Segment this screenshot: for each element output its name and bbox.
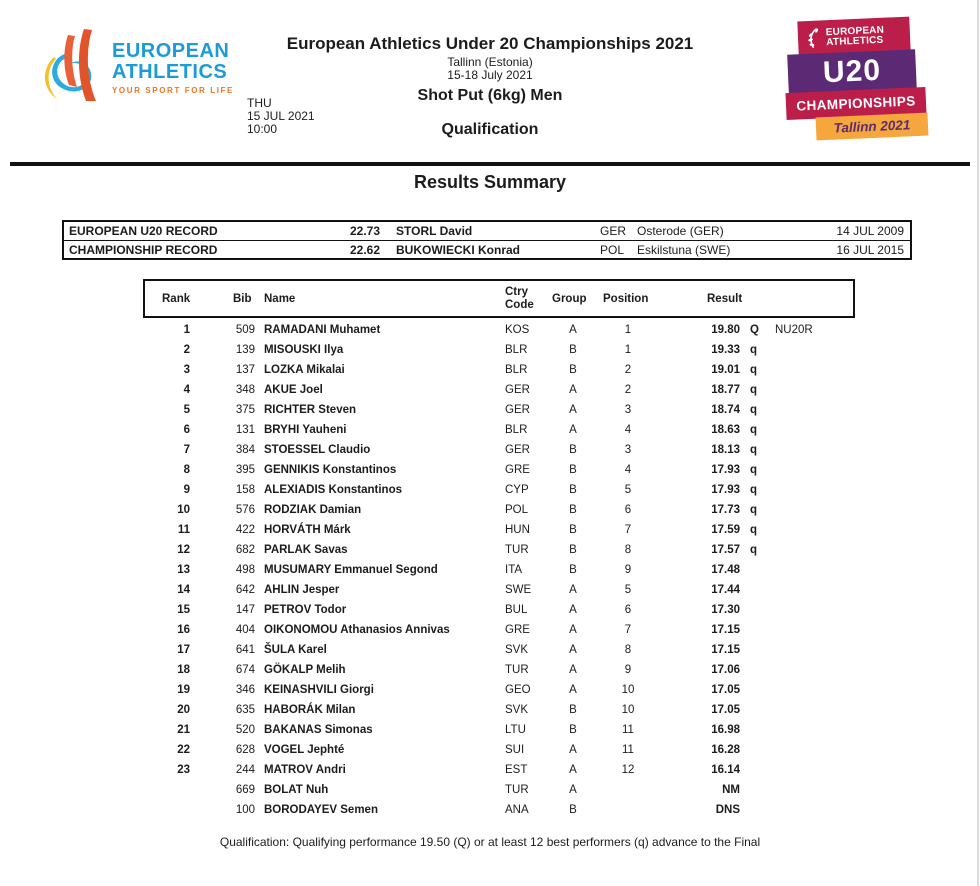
name-cell: PETROV Todor (264, 604, 347, 616)
result-row (143, 800, 855, 820)
country-cell: TUR (505, 784, 529, 796)
bib-cell: 642 (235, 584, 255, 596)
result-cell: 19.33 (711, 344, 740, 356)
header-ctry-code (505, 286, 534, 312)
u20-logo-org-line2: ATHLETICS (825, 34, 884, 48)
group-cell: A (569, 684, 577, 696)
bib-cell: 669 (235, 784, 255, 796)
header-group: Group (552, 293, 587, 305)
session-info (247, 97, 315, 136)
result-row (143, 720, 855, 740)
country-cell: POL (505, 504, 529, 516)
name-cell: RAMADANI Muhamet (264, 324, 381, 336)
position-cell: 7 (624, 624, 632, 636)
group-cell: B (569, 564, 577, 576)
country-cell: GER (505, 444, 530, 456)
bib-cell: 384 (235, 444, 255, 456)
country-cell: SVK (505, 644, 529, 656)
result-row (143, 680, 855, 700)
section-title: Results Summary (413, 172, 567, 192)
record-label: CHAMPIONSHIP RECORD (69, 243, 218, 257)
record-mark: 22.73 (349, 224, 380, 238)
record-row (64, 240, 910, 258)
result-row (143, 380, 855, 400)
header-result: Result (707, 293, 743, 305)
country-cell: GRE (505, 464, 530, 476)
bib-cell: 100 (235, 804, 255, 816)
name-cell: ŠULA Karel (264, 644, 327, 656)
session-date: 15 JUL 2021 (247, 109, 315, 123)
name-cell: GENNIKIS Konstantinos (264, 464, 397, 476)
group-cell: A (569, 384, 577, 396)
qualified-flag: q (750, 384, 758, 396)
rank-cell: 14 (177, 584, 190, 596)
rank-cell: 9 (183, 484, 190, 496)
group-cell: A (569, 584, 577, 596)
record-row (64, 222, 910, 240)
bib-cell: 375 (235, 404, 255, 416)
group-cell: B (569, 364, 577, 376)
bib-cell: 348 (235, 384, 255, 396)
result-row (143, 520, 855, 540)
position-cell: 10 (621, 704, 635, 716)
bib-cell: 244 (235, 764, 255, 776)
group-cell: A (569, 744, 577, 756)
bib-cell: 576 (235, 504, 255, 516)
record-venue: Eskilstuna (SWE) (637, 243, 731, 257)
bib-cell: 137 (235, 364, 255, 376)
rank-cell: 10 (177, 504, 190, 516)
result-cell: 17.15 (711, 624, 740, 636)
records-table (62, 220, 912, 260)
position-cell: 10 (621, 684, 635, 696)
group-cell: B (569, 804, 577, 816)
rank-cell: 20 (177, 704, 190, 716)
country-cell: TUR (505, 664, 529, 676)
name-cell: BAKANAS Simonas (264, 724, 373, 736)
position-cell: 8 (624, 644, 632, 656)
result-row (143, 500, 855, 520)
name-cell: RODZIAK Damian (264, 504, 362, 516)
result-row (143, 440, 855, 460)
result-row (143, 760, 855, 780)
rank-cell: 18 (177, 664, 190, 676)
ea-logo-tagline: YOUR SPORT FOR LIFE (112, 86, 234, 95)
country-cell: ANA (505, 804, 529, 816)
position-cell: 5 (624, 584, 632, 596)
name-cell: MISOUSKI Ilya (264, 344, 344, 356)
record-date: 16 JUL 2015 (836, 243, 904, 257)
result-row (143, 640, 855, 660)
header-ctry-line2: Code (505, 299, 534, 311)
qualified-flag: q (750, 484, 758, 496)
qualified-flag: q (750, 444, 758, 456)
rank-cell: 11 (177, 524, 190, 536)
group-cell: A (569, 624, 577, 636)
name-cell: AHLIN Jesper (264, 584, 340, 596)
result-cell: 18.74 (711, 404, 740, 416)
group-cell: B (569, 724, 577, 736)
rank-cell: 2 (183, 344, 190, 356)
position-cell: 9 (624, 564, 632, 576)
rank-cell: 23 (177, 764, 190, 776)
record-country: POL (600, 243, 625, 257)
event-location: Tallinn (Estonia) (447, 55, 533, 69)
rank-cell: 4 (183, 384, 190, 396)
ea-logo-line2: ATHLETICS (112, 61, 228, 83)
bib-cell: 509 (235, 324, 255, 336)
country-cell: GER (505, 404, 530, 416)
result-row (143, 420, 855, 440)
position-cell: 3 (624, 444, 632, 456)
country-cell: BLR (505, 344, 528, 356)
result-cell: 17.93 (711, 484, 740, 496)
position-cell: 11 (622, 744, 634, 756)
country-cell: EST (505, 764, 528, 776)
country-cell: BLR (505, 424, 528, 436)
qualified-flag: q (750, 364, 758, 376)
record-mark: 22.62 (349, 243, 380, 257)
bib-cell: 139 (235, 344, 255, 356)
name-cell: BOLAT Nuh (264, 784, 329, 796)
name-cell: KEINASHVILI Giorgi (264, 684, 374, 696)
bib-cell: 147 (235, 604, 255, 616)
result-row (143, 540, 855, 560)
result-cell: 18.13 (711, 444, 740, 456)
rank-cell: 22 (177, 744, 190, 756)
header-ctry-line1: Ctry (505, 286, 529, 298)
results-rows (143, 320, 855, 820)
rank-cell: 21 (177, 724, 190, 736)
name-cell: AKUE Joel (264, 384, 323, 396)
bib-cell: 520 (235, 724, 255, 736)
position-cell: 6 (624, 504, 632, 516)
result-row (143, 560, 855, 580)
result-cell: 19.01 (711, 364, 740, 376)
page-title: European Athletics Under 20 Championships 2021 (286, 34, 694, 53)
name-cell: BORODAYEV Semen (264, 804, 378, 816)
result-row (143, 600, 855, 620)
result-cell: 17.30 (711, 604, 740, 616)
group-cell: A (569, 604, 577, 616)
group-cell: A (569, 664, 577, 676)
bib-cell: 641 (235, 644, 255, 656)
result-cell: 16.14 (711, 764, 740, 776)
position-cell: 4 (624, 464, 632, 476)
result-cell: 18.63 (711, 424, 740, 436)
country-cell: HUN (505, 524, 530, 536)
country-cell: LTU (505, 724, 526, 736)
group-cell: A (569, 324, 577, 336)
country-cell: CYP (505, 484, 529, 496)
result-cell: 19.80 (711, 324, 740, 336)
group-cell: A (569, 784, 577, 796)
name-cell: LOZKA Mikalai (264, 364, 345, 376)
position-cell: 3 (624, 404, 632, 416)
bib-cell: 635 (235, 704, 255, 716)
name-cell: BRYHI Yauheni (264, 424, 347, 436)
rank-cell: 6 (183, 424, 190, 436)
country-cell: TUR (505, 544, 529, 556)
session-day: THU (247, 96, 272, 110)
qualified-flag: q (750, 544, 758, 556)
rank-cell: 7 (183, 444, 190, 456)
result-cell: 17.73 (711, 504, 740, 516)
rank-cell: 15 (177, 604, 190, 616)
record-venue: Osterode (GER) (637, 224, 724, 238)
result-row (143, 780, 855, 800)
group-cell: B (569, 524, 577, 536)
name-cell: VOGEL Jephté (264, 744, 345, 756)
result-row (143, 740, 855, 760)
rank-cell: 3 (183, 364, 190, 376)
result-cell: NM (722, 784, 740, 796)
group-cell: B (569, 704, 577, 716)
round-name: Qualification (441, 121, 539, 138)
qualified-flag: Q (750, 324, 759, 336)
country-cell: SVK (505, 704, 529, 716)
position-cell: 11 (622, 724, 634, 736)
position-cell: 7 (624, 524, 632, 536)
group-cell: B (569, 544, 577, 556)
bib-cell: 498 (235, 564, 255, 576)
qualified-flag: q (750, 404, 758, 416)
record-athlete: STORL David (396, 224, 473, 238)
group-cell: B (569, 504, 577, 516)
bib-cell: 674 (235, 664, 255, 676)
page-edge-line (977, 0, 979, 886)
country-cell: SWE (505, 584, 532, 596)
rank-cell: 13 (177, 564, 190, 576)
position-cell: 2 (624, 384, 632, 396)
rank-cell: 8 (183, 464, 190, 476)
result-row (143, 320, 855, 340)
position-cell: 12 (621, 764, 635, 776)
position-cell: 1 (624, 344, 632, 356)
group-cell: B (569, 464, 577, 476)
bib-cell: 395 (235, 464, 255, 476)
rank-cell: 12 (177, 544, 190, 556)
qualified-flag: q (750, 504, 758, 516)
event-name: Shot Put (6kg) Men (417, 87, 563, 104)
result-cell: 17.44 (711, 584, 740, 596)
result-row (143, 340, 855, 360)
header-bib: Bib (233, 293, 252, 305)
group-cell: A (569, 424, 577, 436)
rank-cell: 17 (177, 644, 190, 656)
event-dates: 15-18 July 2021 (447, 68, 533, 82)
qualified-flag: q (750, 524, 758, 536)
bib-cell: 682 (235, 544, 255, 556)
rank-cell: 5 (183, 404, 190, 416)
bib-cell: 404 (235, 624, 255, 636)
bib-cell: 628 (235, 744, 255, 756)
name-cell: ALEXIADIS Konstantinos (264, 484, 403, 496)
qualified-flag: q (750, 464, 758, 476)
result-cell: 16.28 (711, 744, 740, 756)
country-cell: GEO (505, 684, 531, 696)
result-cell: DNS (715, 804, 740, 816)
group-cell: B (569, 444, 577, 456)
bib-cell: 346 (235, 684, 255, 696)
result-row (143, 400, 855, 420)
result-cell: 17.05 (711, 704, 740, 716)
country-cell: GRE (505, 624, 530, 636)
country-cell: ITA (505, 564, 523, 576)
position-cell: 6 (624, 604, 632, 616)
result-cell: 17.93 (711, 464, 740, 476)
result-cell: 16.98 (711, 724, 740, 736)
result-row (143, 480, 855, 500)
u20-logo-championships-label: CHAMPIONSHIPS (796, 93, 916, 114)
u20-logo-city-label: Tallinn 2021 (833, 117, 911, 136)
result-row (143, 360, 855, 380)
result-row (143, 700, 855, 720)
country-cell: KOS (505, 324, 530, 336)
record-note: NU20R (775, 324, 813, 336)
group-cell: B (569, 484, 577, 496)
qualified-flag: q (750, 344, 758, 356)
rank-cell: 1 (183, 324, 190, 336)
session-time: 10:00 (247, 122, 278, 136)
divider-line (10, 162, 970, 166)
group-cell: B (569, 344, 577, 356)
result-cell: 17.15 (711, 644, 740, 656)
record-country: GER (600, 224, 627, 238)
bib-cell: 422 (235, 524, 255, 536)
position-cell: 4 (624, 424, 632, 436)
result-row (143, 460, 855, 480)
ea-logo-line1: EUROPEAN (112, 40, 230, 62)
result-row (143, 580, 855, 600)
header-rank: Rank (162, 293, 191, 305)
header-name: Name (264, 293, 296, 305)
results-header (143, 279, 855, 318)
name-cell: OIKONOMOU Athanasios Annivas (264, 624, 450, 636)
qualification-note: Qualification: Qualifying performance 19.50 (Q) or at least 12 best performers (q) advance to the Final (219, 835, 761, 849)
group-cell: A (569, 764, 577, 776)
country-cell: GER (505, 384, 530, 396)
u20-logo-age-label: U20 (822, 53, 882, 90)
header-position: Position (603, 293, 649, 305)
name-cell: GÖKALP Melih (264, 664, 346, 676)
result-row (143, 660, 855, 680)
country-cell: BLR (505, 364, 528, 376)
position-cell: 5 (624, 484, 632, 496)
result-cell: 18.77 (711, 384, 740, 396)
position-cell: 8 (624, 544, 632, 556)
bib-cell: 158 (235, 484, 255, 496)
record-label: EUROPEAN U20 RECORD (69, 224, 218, 238)
position-cell: 9 (624, 664, 632, 676)
qualified-flag: q (750, 424, 758, 436)
name-cell: STOESSEL Claudio (264, 444, 371, 456)
group-cell: A (569, 644, 577, 656)
result-cell: 17.06 (711, 664, 740, 676)
country-cell: SUI (505, 744, 525, 756)
result-cell: 17.05 (711, 684, 740, 696)
name-cell: HABORÁK Milan (264, 704, 356, 716)
group-cell: A (569, 404, 577, 416)
result-cell: 17.48 (711, 564, 740, 576)
country-cell: BUL (505, 604, 528, 616)
name-cell: MATROV Andri (264, 764, 346, 776)
record-date: 14 JUL 2009 (836, 224, 904, 238)
name-cell: RICHTER Steven (264, 404, 357, 416)
result-cell: 17.57 (711, 544, 740, 556)
position-cell: 2 (624, 364, 632, 376)
rank-cell: 19 (177, 684, 190, 696)
position-cell: 1 (624, 324, 632, 336)
name-cell: MUSUMARY Emmanuel Segond (264, 564, 438, 576)
result-row (143, 620, 855, 640)
name-cell: PARLAK Savas (264, 544, 348, 556)
u20-logo-org-line1: EUROPEAN (825, 24, 885, 38)
rank-cell: 16 (177, 624, 190, 636)
bib-cell: 131 (235, 424, 255, 436)
name-cell: HORVÁTH Márk (264, 524, 351, 536)
record-athlete: BUKOWIECKI Konrad (396, 243, 520, 257)
result-cell: 17.59 (711, 524, 740, 536)
